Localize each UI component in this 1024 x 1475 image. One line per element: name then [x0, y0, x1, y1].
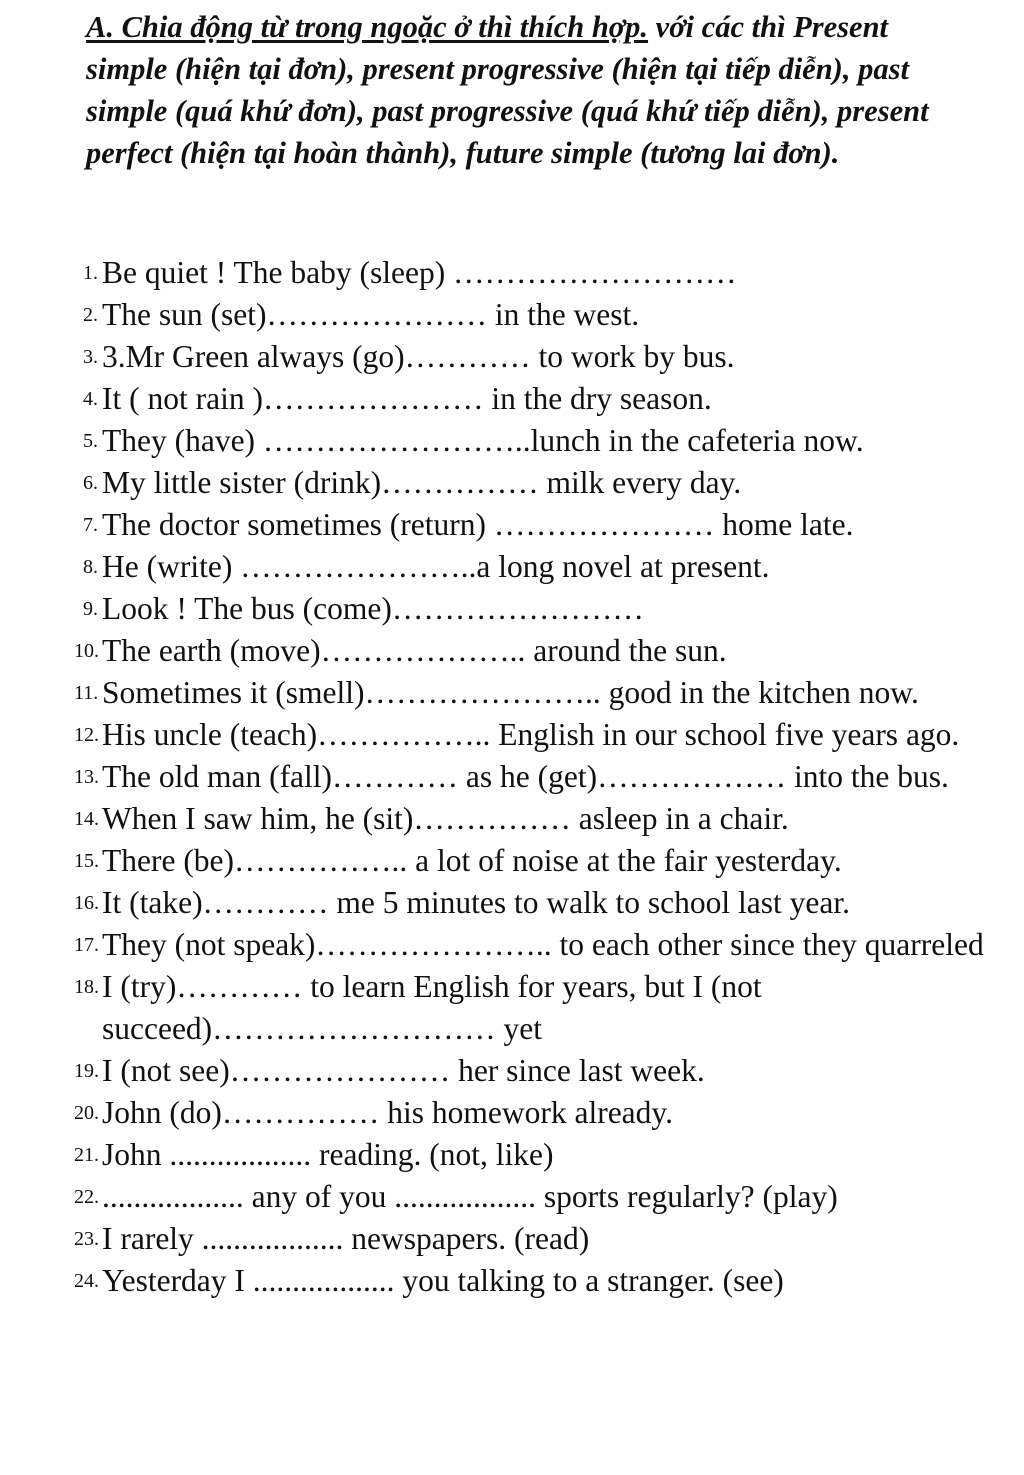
item-text: Be quiet ! The baby (sleep) ………………………	[102, 255, 737, 290]
item-text: The sun (set)………………… in the west.	[102, 297, 640, 332]
item-number: 24.	[74, 1270, 99, 1292]
item-number: 20.	[74, 1102, 99, 1124]
item-number: 11.	[74, 682, 99, 704]
list-item	[0, 1134, 1024, 1176]
item-text: He (write) …………………..a long novel at present.	[102, 549, 770, 584]
exercise-list	[0, 252, 1024, 1302]
list-item	[0, 882, 1024, 924]
list-item	[0, 714, 1024, 756]
list-item	[0, 252, 1024, 294]
item-number: 13.	[74, 766, 99, 788]
item-number: 9.	[83, 598, 98, 620]
heading-rest: với các thì Present simple (hiện tại đơn), present progressive (hiện tại tiếp diễn), past simple (quá khứ đơn), past progressive (quá khứ tiếp diễn), present perfect (hiện tại hoàn thành), future simple (tương lai đơn).	[86, 10, 929, 170]
item-text: There (be)…………….. a lot of noise at the fair yesterday.	[102, 843, 842, 878]
item-number: 5.	[83, 430, 98, 452]
item-number: 1.	[83, 262, 98, 284]
item-number: 19.	[74, 1060, 99, 1082]
item-text: It (take)………… me 5 minutes to walk to school last year.	[102, 885, 850, 920]
item-number: 22.	[74, 1186, 99, 1208]
list-item	[0, 798, 1024, 840]
list-item	[0, 546, 1024, 588]
item-text: I rarely .................. newspapers. (read)	[102, 1221, 590, 1256]
item-text: 3.Mr Green always (go)………… to work by bus.	[102, 339, 735, 374]
item-number: 8.	[83, 556, 98, 578]
item-text: My little sister (drink)…………… milk every day.	[102, 465, 742, 500]
list-item	[0, 1218, 1024, 1260]
item-text: The old man (fall)………… as he (get)……………… into the bus.	[102, 759, 949, 794]
item-number: 7.	[83, 514, 98, 536]
item-text: John (do)…………… his homework already.	[102, 1095, 673, 1130]
list-item	[0, 294, 1024, 336]
list-item	[0, 924, 1024, 966]
list-item	[0, 588, 1024, 630]
list-item	[0, 420, 1024, 462]
list-item	[0, 672, 1024, 714]
list-item	[0, 462, 1024, 504]
list-item	[0, 1092, 1024, 1134]
item-number: 12.	[74, 724, 99, 746]
item-text: It ( not rain )………………… in the dry season.	[102, 381, 712, 416]
list-item	[0, 1176, 1024, 1218]
list-item	[0, 504, 1024, 546]
item-text: When I saw him, he (sit)…………… asleep in a chair.	[102, 801, 789, 836]
item-number: 14.	[74, 808, 99, 830]
list-item	[0, 378, 1024, 420]
list-item	[0, 840, 1024, 882]
list-item	[0, 630, 1024, 672]
item-number: 16.	[74, 892, 99, 914]
item-text: John .................. reading. (not, like)	[102, 1137, 554, 1172]
item-number: 17.	[74, 934, 99, 956]
item-number: 21.	[74, 1144, 99, 1166]
item-number: 15.	[74, 850, 99, 872]
item-number: 2.	[83, 304, 98, 326]
item-text: His uncle (teach)…………….. English in our school five years ago.	[102, 717, 960, 752]
item-text: .................. any of you .................. sports regularly? (play)	[102, 1179, 838, 1214]
item-text: They (have) ……………………..lunch in the cafeteria now.	[102, 423, 864, 458]
item-text: The earth (move)……………….. around the sun.	[102, 633, 727, 668]
item-text: Look ! The bus (come)……………………	[102, 591, 644, 626]
list-item	[0, 1050, 1024, 1092]
exercise-heading	[86, 6, 966, 174]
item-text: I (try)………… to learn English for years, but I (not succeed)……………………… yet	[102, 969, 762, 1046]
item-number: 10.	[74, 640, 99, 662]
item-number: 18.	[74, 976, 99, 998]
item-number: 4.	[83, 388, 98, 410]
item-text: Sometimes it (smell)………………….. good in the kitchen now.	[102, 675, 919, 710]
heading-underlined: A. Chia động từ trong ngoặc ở thì thích hợp.	[86, 10, 649, 44]
list-item	[0, 336, 1024, 378]
list-item	[0, 966, 1024, 1050]
list-item	[0, 756, 1024, 798]
item-number: 23.	[74, 1228, 99, 1250]
item-text: I (not see)………………… her since last week.	[102, 1053, 705, 1088]
item-text: The doctor sometimes (return) ………………… home late.	[102, 507, 854, 542]
item-text: Yesterday I .................. you talking to a stranger. (see)	[102, 1263, 784, 1298]
item-text: They (not speak)………………….. to each other since they quarreled	[102, 927, 984, 962]
list-item	[0, 1260, 1024, 1302]
item-number: 6.	[83, 472, 98, 494]
item-number: 3.	[83, 346, 98, 368]
